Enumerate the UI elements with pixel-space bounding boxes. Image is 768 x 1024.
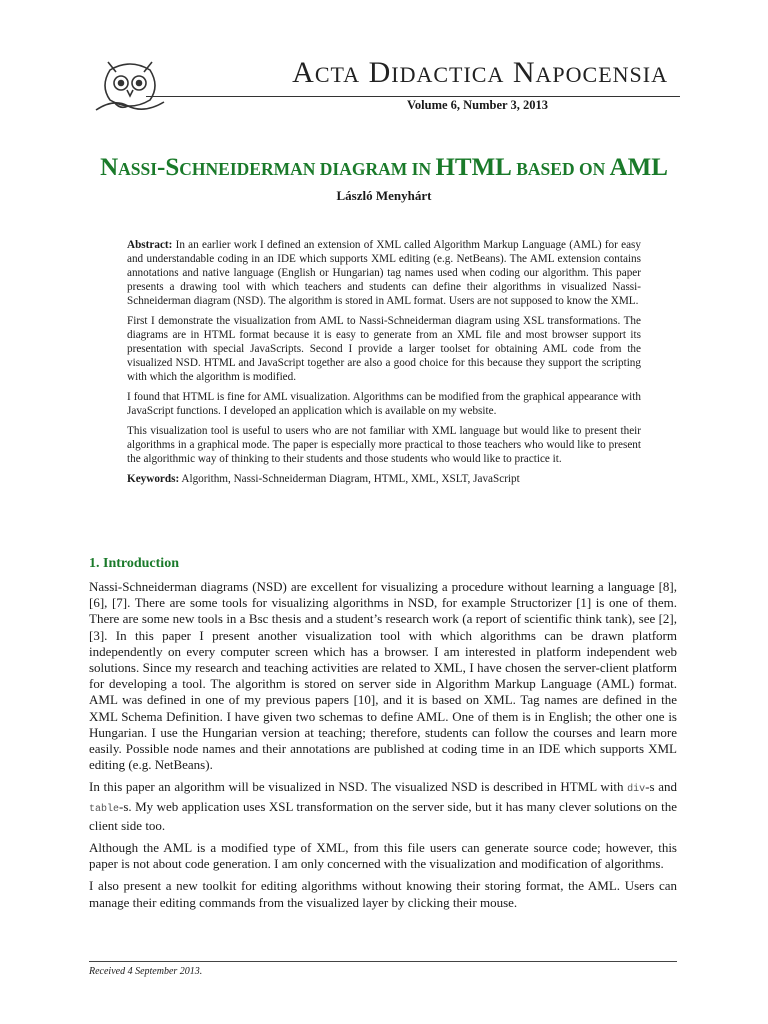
body-paragraph: Although the AML is a modified type of XML, from this file users can generate source code; however, this paper is not about code generation. I am only concerned with the visualization and modification of algorithms. — [89, 840, 677, 872]
journal-header — [88, 50, 680, 120]
body-text — [89, 579, 677, 917]
owl-logo-icon — [94, 52, 166, 116]
section-heading: 1. Introduction — [89, 556, 179, 571]
body-paragraph: Nassi-Schneiderman diagrams (NSD) are excellent for visualizing a procedure without learning a language [8], [6], [7]. There are some tools for visualizing algorithms in NSD, for example Structorizer [1] is one of them. There are some new tools in a Bsc thesis and a student’s research work (a report of scientific think tank), see [2], [3]. In this paper I present another visualization tool with which algorithms can be drawn platform independently on every computer screen which has a browser. I am interested in platform independent web solutions. Since my research and teaching activities are related to XML, I have chosen the server-client platform for developing a tool. The algorithm is stored on server side in Algorithm Markup Language (AML) format. AML was defined in one of my previous papers [10], and it is based on XML. Tag names are defined in the XML Schema Definition. I have given two schemas to define AML. One of them is in English; the other one is Hungarian. I use the Hungarian version at teaching; therefore, students can follow the courses and learn more easily. Possible node names and their annotations are published at coding time in an IDE which supports XML editing (e.g. NetBeans). — [89, 579, 677, 773]
abstract — [127, 238, 641, 492]
footer-rule — [89, 961, 677, 962]
keywords: Keywords: Algorithm, Nassi-Schneiderman Diagram, HTML, XML, XSLT, JavaScript — [127, 473, 520, 485]
received-date: Received 4 September 2013. — [89, 966, 203, 977]
journal-title: ACTA DIDACTICA NAPOCENSIA — [292, 56, 668, 89]
author-name: László Menyhárt — [336, 188, 432, 203]
header-rule — [146, 96, 680, 97]
abstract-paragraph: This visualization tool is useful to users who are not familiar with XML language but would like to present their algorithms in a graphical mode. The paper is especially more practical to those teachers who would like to present the algorithmic way of thinking to their students and those students who would like to practice it. — [127, 425, 641, 465]
abstract-paragraph: Abstract: In an earlier work I defined an extension of XML called Algorithm Markup Language (AML) for easy and understandable coding in an IDE which supports XML editing (e.g. NetBeans). The AML extension contains annotations and native language (English or Hungarian) tag names used when coding our algorithm. This paper presents a drawing tool with which teachers and students can define their algorithms in visualized Nassi-Schneiderman diagram (NSD). The algorithm is stored in AML format. Users are not supposed to know the XML. — [127, 239, 641, 307]
paper-title: NASSI-SCHNEIDERMAN DIAGRAM IN HTML BASED ON AML — [100, 154, 668, 181]
volume-info: Volume 6, Number 3, 2013 — [407, 98, 548, 112]
body-paragraph: In this paper an algorithm will be visualized in NSD. The visualized NSD is described in HTML with div-s and table-s. My web application uses XSL transformation on the server side, but it has many clever solutions on the client side too. — [89, 779, 677, 833]
abstract-paragraph: First I demonstrate the visualization from AML to Nassi-Schneiderman diagram using XSL transformations. The diagrams are in HTML format because it is easy to generate from an XML file and most browser support its presentation with special JavaScripts. Second I provide a larger toolset for obtaining AML code from the visualized NSD. HTML and JavaScript together are also a good choice for this because they support the scripting with which the algorithm is modified. — [127, 315, 641, 383]
body-paragraph: I also present a new toolkit for editing algorithms without knowing their storing format, the AML. Users can manage their editing commands from the visualized layer by clicking their mouse. — [89, 878, 677, 910]
abstract-paragraph: I found that HTML is fine for AML visualization. Algorithms can be modified from the graphical appearance with JavaScript functions. I developed an application which is available on my website. — [127, 391, 641, 417]
